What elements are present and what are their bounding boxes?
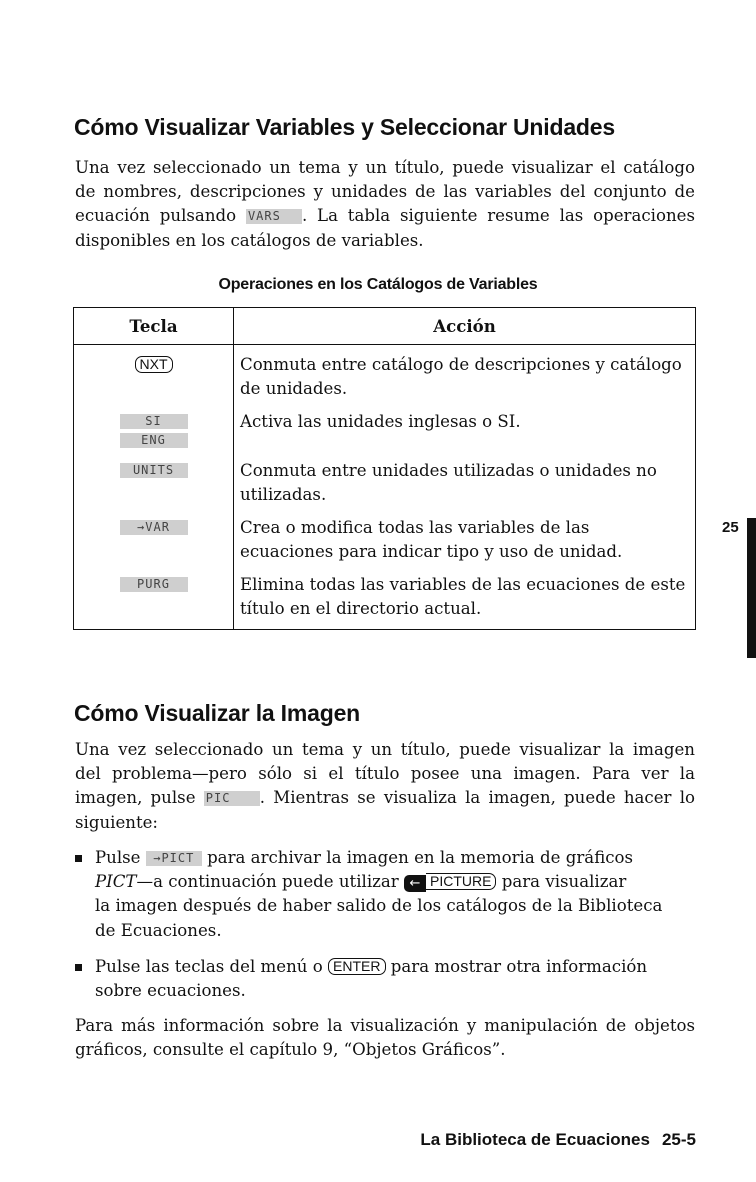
enter-key: ENTER (328, 958, 385, 975)
intro-paragraph: Una vez seleccionado un tema y un título, puede visualizar el catálogo de nombres, descripciones y unidades de las variables del conjunto de ecuación pulsando VARS . La tabla siguiente resume las operaciones disponibles en los catálogos de variables. (75, 158, 695, 250)
table-row: NXT Conmuta entre catálogo de descripciones y catálogo de unidades. (74, 345, 696, 410)
list-item: Pulse →PICT para archivar la imagen en la memoria de gráficos PICT—a continuación puede utilizar ← PICTURE para visualizar la imagen después de haber salido de los catálogos de la Biblioteca de Ecuaciones. (75, 846, 695, 943)
units-softkey: UNITS (120, 463, 188, 478)
picture-key: PICTURE (426, 873, 496, 890)
table-header-row (74, 308, 696, 345)
column-header-key: Tecla (74, 308, 234, 345)
section-title-variables: Cómo Visualizar Variables y Seleccionar Unidades (74, 114, 615, 140)
operations-table (73, 307, 696, 630)
intro-line-with-key: ecuación pulsando VARS . La tabla siguiente resume las operaciones (75, 206, 695, 226)
bullet-list (75, 846, 695, 1015)
footer-title: La Biblioteca de Ecuaciones (420, 1130, 650, 1149)
page-number: 25-5 (661, 1130, 696, 1149)
left-shift-key: ← (404, 875, 426, 892)
closing-paragraph: Para más información sobre la visualización y manipulación de objetos gráficos, consulte el capítulo 9, “Objetos Gráficos”. (75, 1016, 695, 1060)
eng-softkey: ENG (120, 433, 188, 448)
section-title-image: Cómo Visualizar la Imagen (74, 700, 361, 726)
table-caption: Operaciones en los Catálogos de Variables (218, 276, 538, 293)
column-header-action: Acción (234, 308, 696, 345)
purg-softkey: PURG (120, 577, 188, 592)
image-line-with-key: imagen, pulse PIC . Mientras se visualiza la imagen, puede hacer lo (75, 788, 695, 808)
si-softkey: SI (120, 414, 188, 429)
var-softkey: →VAR (120, 520, 188, 535)
chapter-tab-number: 25 (722, 519, 739, 536)
vars-softkey: VARS (246, 209, 302, 224)
pic-softkey: PIC (204, 791, 260, 806)
page-footer (420, 1130, 696, 1150)
table-row: →VAR Crea o modifica todas las variables de las ecuaciones para indicar tipo y uso de unidad. (74, 515, 696, 572)
table-row: PURG Elimina todas las variables de las ecuaciones de este título en el directorio actual. (74, 572, 696, 630)
nxt-key: NXT (135, 356, 173, 373)
pict-softkey: →PICT (146, 851, 202, 866)
list-item: Pulse las teclas del menú o ENTER para mostrar otra información sobre ecuaciones. (75, 955, 695, 1003)
table-row: UNITS Conmuta entre unidades utilizadas o unidades no utilizadas. (74, 458, 696, 515)
image-paragraph: Una vez seleccionado un tema y un título, puede visualizar la imagen del problema—pero sólo si el título posee una imagen. Para ver la imagen, pulse PIC . Mientras se visualiza la imagen, puede hacer lo siguiente: (75, 740, 695, 832)
table-row: SI ENG Activa las unidades inglesas o SI. (74, 409, 696, 458)
chapter-tab-bar (747, 518, 756, 658)
